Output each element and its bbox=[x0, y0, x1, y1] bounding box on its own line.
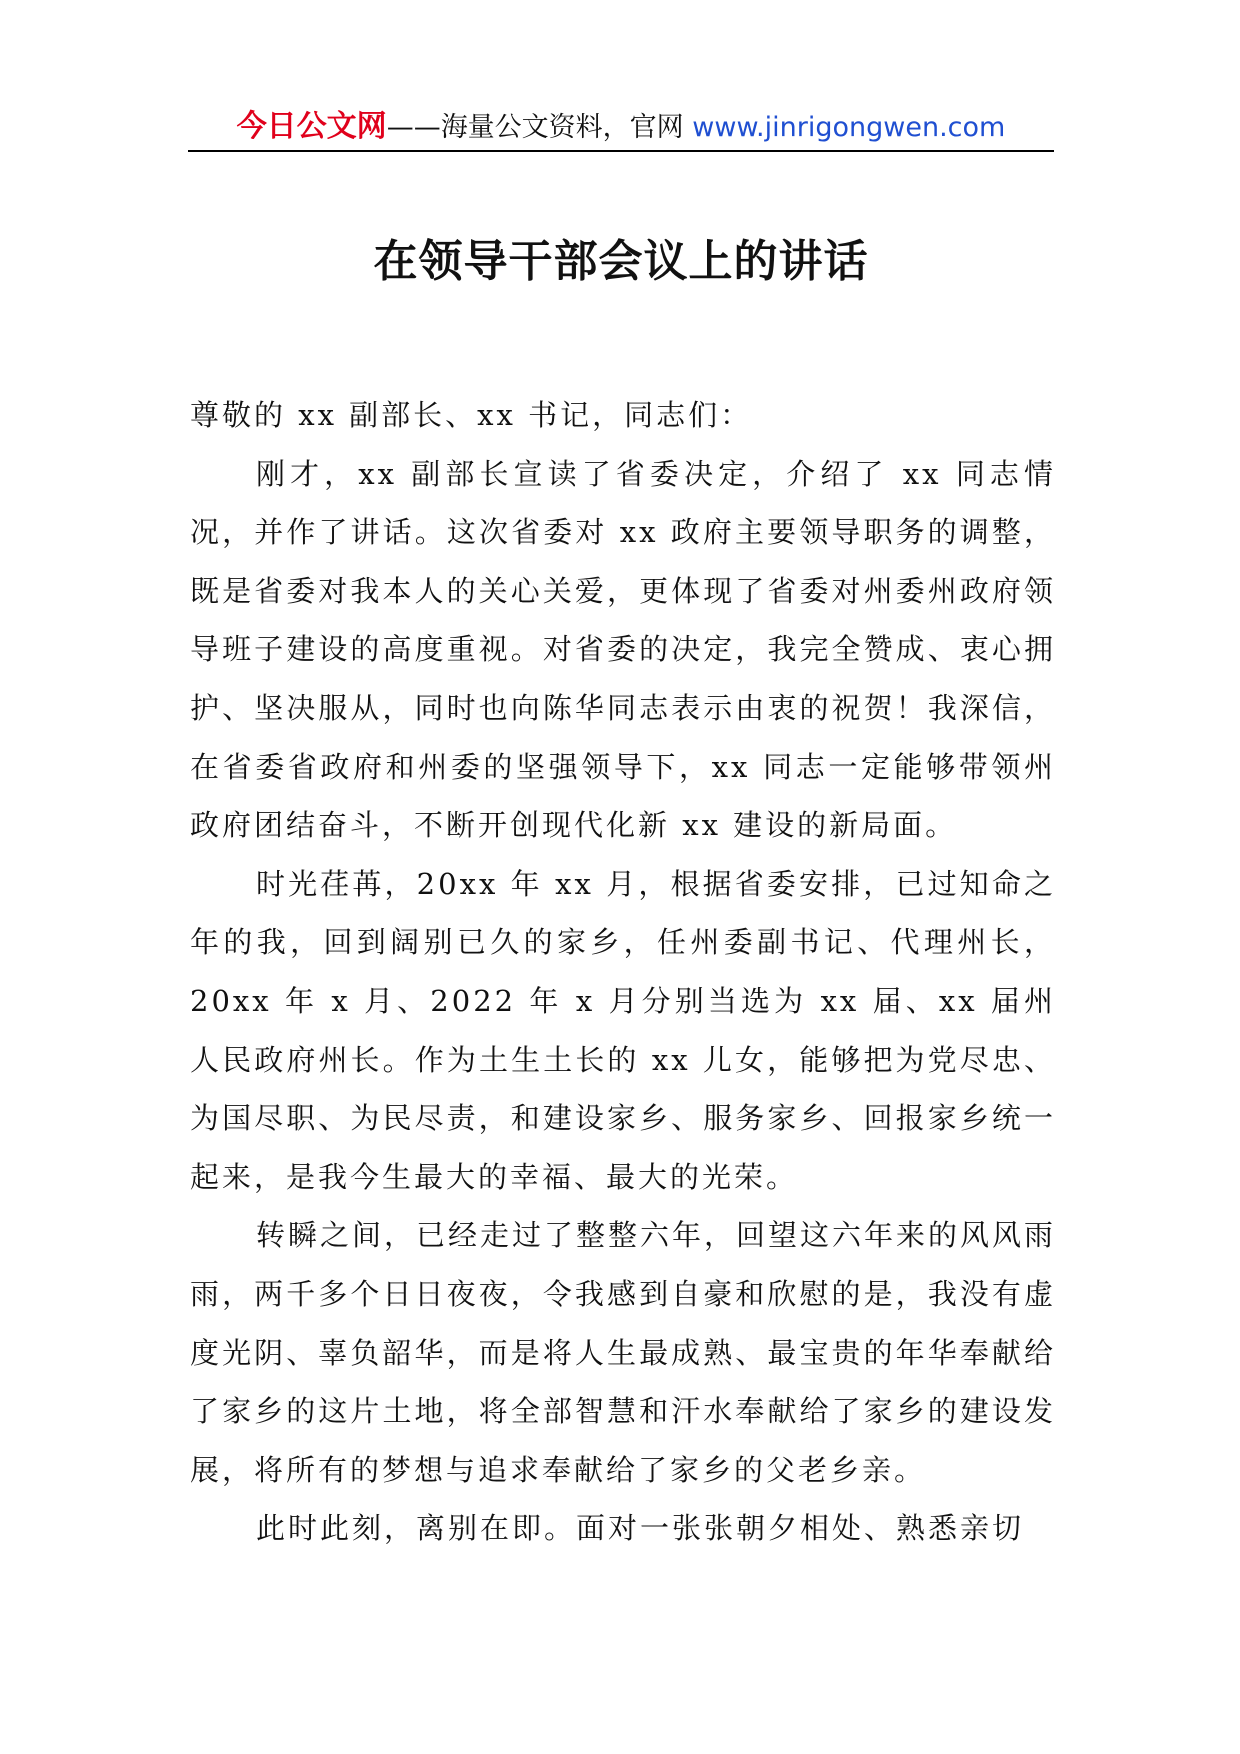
site-brand[interactable]: 今日公文网 bbox=[236, 109, 387, 144]
paragraph-1: 刚才，xx 副部长宣读了省委决定，介绍了 xx 同志情况，并作了讲话。这次省委对 xx 政府主要领导职务的调整，既是省委对我本人的关心关爱，更体现了省委对州委州政府领导班子建设的高度重视。对省委的决定，我完全赞成、衷心拥护、坚决服从，同时也向陈华同志表示由衷的祝贺！我深信，在省委省政府和州委的坚强领导下，xx 同志一定能够带领州政府团结奋斗，不断开创现代化新 xx 建设的新局面。 bbox=[190, 456, 1056, 843]
site-url-link[interactable]: www.jinrigongwen.com bbox=[692, 112, 1006, 143]
header-divider bbox=[188, 150, 1054, 152]
paragraph-3: 转瞬之间，已经走过了整整六年，回望这六年来的风风雨雨，两千多个日日夜夜，令我感到自豪和欣慰的是，我没有虚度光阴、辜负韶华，而是将人生最成熟、最宝贵的年华奉献给了家乡的这片土地，将全部智慧和汗水奉献给了家乡的建设发展，将所有的梦想与追求奉献给了家乡的父老乡亲。 bbox=[190, 1218, 1057, 1487]
paragraph-2: 时光荏苒，20xx 年 xx 月，根据省委安排，已过知命之年的我，回到阔别已久的家乡，任州委副书记、代理州长，20xx 年 x 月、2022 年 x 月分别当选为 xx 届、xx 届州人民政府州长。作为土生土长的 xx 儿女，能够把为党尽忠、为国尽职、为民尽责，和建设家乡、服务家乡、回报家乡统一起来，是我今生最大的幸福、最大的光荣。 bbox=[190, 866, 1056, 1194]
header-tagline: 海量公文资料，官网 bbox=[440, 112, 693, 143]
site-header bbox=[188, 106, 1054, 148]
document-title: 在领导干部会议上的讲话 bbox=[373, 236, 869, 287]
paragraph-4: 此时此刻，离别在即。面对一张张朝夕相处、熟悉亲切 bbox=[256, 1511, 1025, 1546]
document-body bbox=[190, 386, 1056, 1558]
salutation: 尊敬的 xx 副部长、xx 书记，同志们： bbox=[190, 398, 753, 432]
header-separator: —— bbox=[386, 112, 441, 143]
